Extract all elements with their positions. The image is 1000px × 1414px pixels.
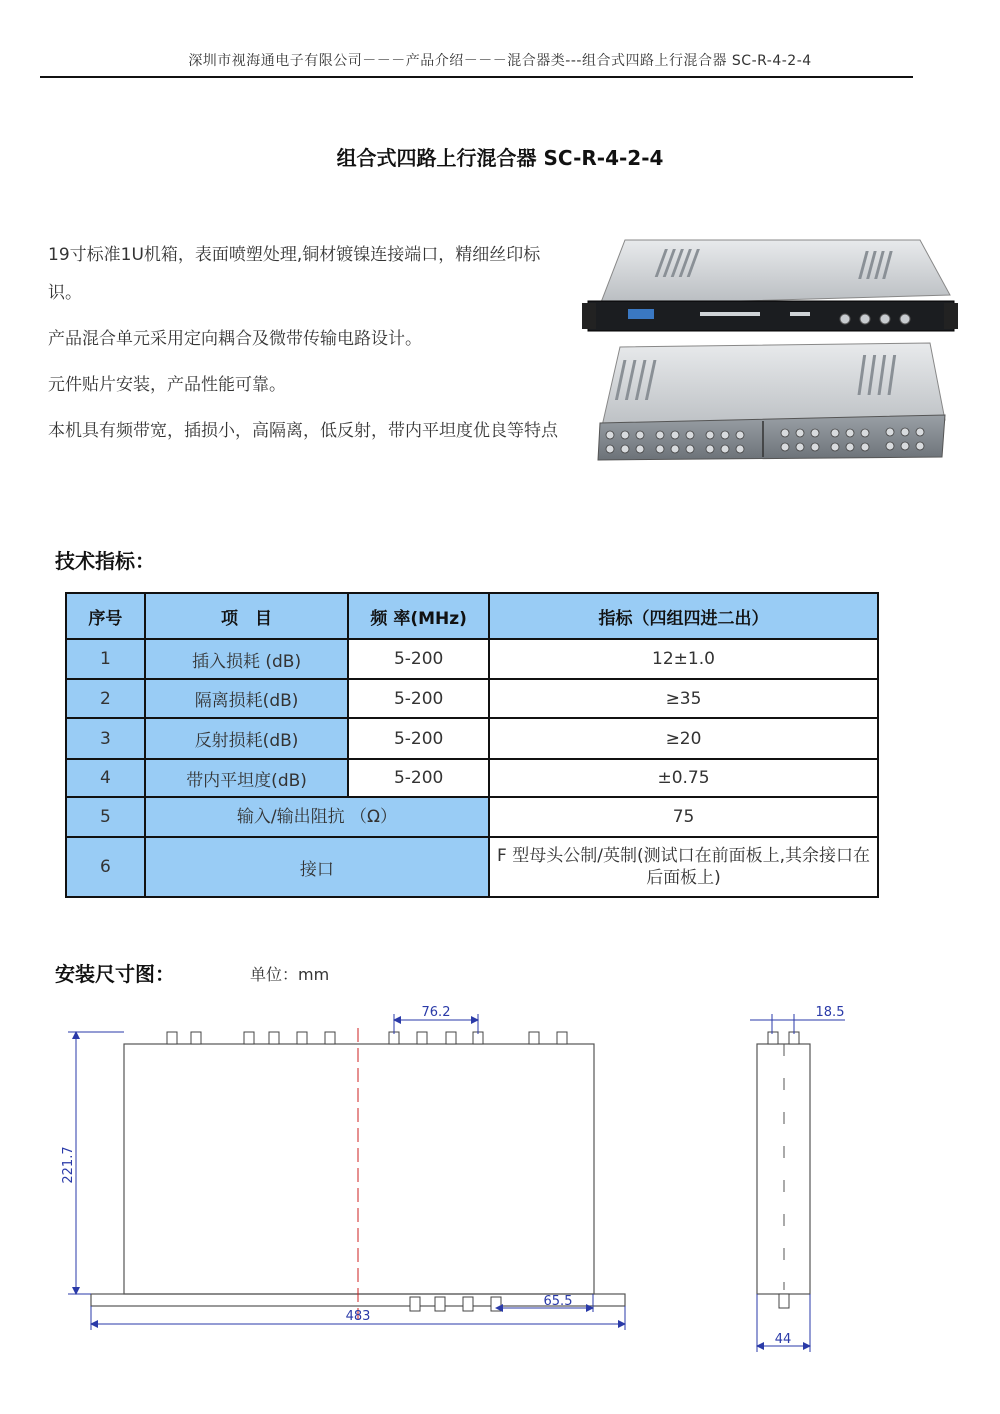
row-number: 1 [66, 639, 145, 679]
header-cell: 频 率(MHz) [348, 593, 489, 639]
row-item: 输入/输出阻抗 （Ω） [145, 797, 489, 837]
table-row [66, 759, 878, 797]
intro-paragraph: 元件贴片安装，产品性能可靠。 [48, 375, 286, 395]
product-intro [48, 236, 568, 458]
dim-height [68, 1032, 124, 1294]
row-item: 带内平坦度(dB) [145, 759, 348, 797]
row-item: 接口 [145, 837, 489, 897]
table-row [66, 679, 878, 718]
dim-top-spacing-label: 76.2 [421, 1005, 451, 1020]
header-divider [40, 76, 913, 78]
row-value: 12±1.0 [489, 639, 878, 679]
spec-section-title: 技术指标： [55, 549, 155, 573]
row-frequency: 5-200 [348, 759, 489, 797]
row-item: 插入损耗 (dB) [145, 639, 348, 679]
document-title: 组合式四路上行混合器 SC-R-4-2-4 [336, 146, 664, 170]
product-photo [580, 235, 960, 467]
row-number: 5 [66, 797, 145, 837]
dim-side-width-label: 44 [774, 1332, 792, 1347]
intro-paragraph: 产品混合单元采用定向耦合及微带传输电路设计。 [48, 329, 422, 349]
row-frequency: 5-200 [348, 639, 489, 679]
row-frequency: 5-200 [348, 679, 489, 718]
table-row [66, 718, 878, 759]
intro-paragraph: 本机具有频带宽，插损小，高隔离，低反射，带内平坦度优良等特点 [48, 421, 558, 441]
row-item: 隔离损耗(dB) [145, 679, 348, 718]
row-value: ±0.75 [489, 759, 878, 797]
row-value: ≥20 [489, 718, 878, 759]
side-connectors [768, 1032, 799, 1308]
row-number: 2 [66, 679, 145, 718]
dim-side-top-label: 18.5 [815, 1005, 845, 1020]
install-section-title: 安装尺寸图： [55, 962, 175, 986]
intro-paragraph: 19寸标准1U机箱，表面喷塑处理,铜材镀镍连接端口，精细丝印标识。 [48, 245, 541, 303]
table-row [66, 639, 878, 679]
row-item: 反射损耗(dB) [145, 718, 348, 759]
row-value: ≥35 [489, 679, 878, 718]
header-cell: 项 目 [145, 593, 348, 639]
dim-height-label: 221.7 [61, 1146, 76, 1184]
row-value: 75 [489, 797, 878, 837]
dim-width-label: 483 [345, 1309, 371, 1324]
table-row [66, 837, 878, 897]
table-row [66, 797, 878, 837]
document-header: 深圳市视海通电子有限公司－－－产品介绍－－－混合器类---组合式四路上行混合器 SC-R-4-2-4 [188, 53, 812, 69]
bottom-connectors [410, 1297, 501, 1311]
dim-bottom-spacing-label: 65.5 [543, 1294, 573, 1309]
row-number: 3 [66, 718, 145, 759]
header-cell: 序号 [66, 593, 145, 639]
table-header-row [66, 593, 878, 639]
row-frequency: 5-200 [348, 718, 489, 759]
row-value: F 型母头公制/英制(测试口在前面板上,其余接口在后面板上) [489, 837, 878, 897]
row-number: 6 [66, 837, 145, 897]
row-number: 4 [66, 759, 145, 797]
spec-table [65, 592, 879, 898]
header-cell: 指标（四组四进二出） [489, 593, 878, 639]
top-connectors [167, 1032, 567, 1044]
dimension-drawing [0, 990, 1000, 1390]
unit-label: 单位：mm [250, 965, 330, 984]
